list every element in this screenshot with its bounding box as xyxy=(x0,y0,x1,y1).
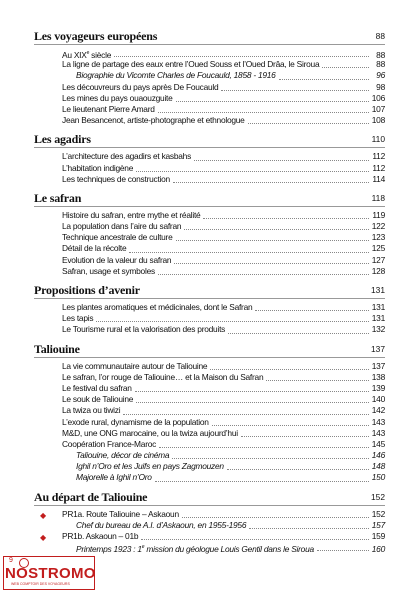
dot-leader xyxy=(279,78,369,80)
entry-title: Chef du bureau de A.I. d’Askaoun, en 1955-1956 xyxy=(76,519,247,530)
entry-title: L’architecture des agadirs et kasbahs xyxy=(62,151,192,162)
entry-page-number: 127 xyxy=(371,254,385,265)
dot-leader xyxy=(176,239,369,241)
entry-page-number: 108 xyxy=(371,115,385,126)
section-rule xyxy=(34,206,385,207)
entry-page-number: 131 xyxy=(371,302,385,312)
entry-page-number: 148 xyxy=(371,461,385,472)
section-page-number: 152 xyxy=(371,491,385,502)
toc-subentry[interactable] xyxy=(34,70,385,81)
entry-page-number: 159 xyxy=(371,531,385,541)
section-rule xyxy=(34,147,385,148)
section-title: Propositions d’avenir xyxy=(34,283,140,297)
logo-name: NOSTROMO xyxy=(5,565,96,582)
toc-entry[interactable] xyxy=(34,59,385,70)
entry-page-number: 112 xyxy=(372,151,385,162)
entry-page-number: 139 xyxy=(371,382,385,393)
toc-entry[interactable] xyxy=(34,232,385,243)
entry-title: Détail de la récolte xyxy=(62,243,127,254)
section-rule xyxy=(34,505,385,506)
toc-entry[interactable] xyxy=(34,417,385,428)
toc-entry[interactable] xyxy=(34,243,385,254)
entry-page-number: 125 xyxy=(371,243,385,254)
entry-page-number: 96 xyxy=(376,70,385,81)
entry-title: L’habitation indigène xyxy=(62,162,134,173)
entry-title: Le safran, l’or rouge de Taliouine… et la Maison du Safran xyxy=(62,371,264,382)
section-title: Les voyageurs européens xyxy=(34,29,158,43)
entry-page-number: 122 xyxy=(371,221,385,232)
entry-page-number: 150 xyxy=(371,472,385,483)
toc-entry[interactable] xyxy=(34,163,385,174)
toc-entry[interactable] xyxy=(34,302,385,313)
section-rule xyxy=(34,44,385,45)
toc-entry[interactable] xyxy=(34,531,385,542)
toc-section-heading[interactable] xyxy=(34,29,385,46)
dot-leader xyxy=(203,217,369,219)
dot-leader xyxy=(248,122,369,124)
dot-leader xyxy=(135,390,369,392)
entry-title: Evolution de la valeur du safran xyxy=(62,254,172,265)
toc-entry[interactable] xyxy=(34,115,385,126)
toc-entry[interactable] xyxy=(34,324,385,335)
table-of-contents xyxy=(34,29,385,557)
toc-entry[interactable] xyxy=(34,151,385,162)
entry-page-number: 106 xyxy=(371,92,385,103)
entry-page-number: 98 xyxy=(376,81,385,92)
toc-entry[interactable] xyxy=(34,372,385,383)
nostromo-logo[interactable] xyxy=(3,556,96,592)
entry-page-number: 152 xyxy=(371,508,385,519)
entry-title: Jean Besancenot, artiste-photographe et ethnologue xyxy=(62,115,245,126)
dot-leader xyxy=(173,181,369,183)
entry-page-number: 88 xyxy=(376,49,385,60)
section-page-number: 118 xyxy=(371,192,385,203)
entry-title: La ligne de partage des eaux entre l’Oued Souss et l’Oued Drâa, le Siroua xyxy=(62,59,320,70)
toc-section-heading[interactable] xyxy=(34,490,385,507)
section-rule xyxy=(34,357,385,358)
dot-leader xyxy=(158,273,369,275)
dot-leader xyxy=(184,228,369,230)
toc-entry[interactable] xyxy=(34,266,385,277)
toc-entry[interactable] xyxy=(34,93,385,104)
logo-number: 9 xyxy=(9,557,13,564)
entry-page-number: 114 xyxy=(372,173,385,184)
dot-leader xyxy=(176,100,369,102)
entry-title: Coopération France-Maroc xyxy=(62,438,157,449)
dot-leader xyxy=(96,320,369,322)
toc-subentry[interactable] xyxy=(34,461,385,472)
section-page-number: 131 xyxy=(371,285,385,295)
section-page-number: 137 xyxy=(371,343,385,354)
entry-page-number: 137 xyxy=(371,360,385,371)
toc-entry[interactable] xyxy=(34,439,385,450)
dot-leader xyxy=(227,468,369,470)
dot-leader xyxy=(228,332,369,334)
dot-leader xyxy=(322,66,369,68)
entry-title: Le festival du safran xyxy=(62,382,132,393)
entry-page-number: 128 xyxy=(371,265,385,276)
entry-page-number: 160 xyxy=(371,543,385,554)
toc-entry[interactable] xyxy=(34,509,385,520)
entry-title: M&D, une ONG marocaine, ou la twiza aujourd’hui xyxy=(62,427,238,438)
entry-title: Le Tourisme rural et la valorisation des produits xyxy=(62,324,226,335)
dot-leader xyxy=(123,413,369,415)
entry-page-number: 132 xyxy=(371,324,385,335)
dot-leader xyxy=(212,424,369,426)
dot-leader xyxy=(159,446,369,448)
entry-title: Les techniques de construction xyxy=(62,173,170,184)
dot-leader xyxy=(241,435,369,437)
dot-leader xyxy=(136,170,369,172)
entry-title: PR1a. Route Taliouine – Askaoun xyxy=(62,508,179,519)
toc-subentry[interactable] xyxy=(34,542,385,553)
toc-section-heading[interactable] xyxy=(34,191,385,208)
dot-leader xyxy=(210,368,369,370)
entry-title: Safran, usage et symboles xyxy=(62,265,155,276)
dot-leader xyxy=(194,159,369,161)
dot-leader xyxy=(221,89,369,91)
entry-title: Majorelle à Ighil n’Oro xyxy=(76,472,152,483)
toc-section-heading[interactable] xyxy=(34,132,385,149)
section-page-number: 110 xyxy=(371,134,385,145)
entry-title: Le lieutenant Pierre Amard xyxy=(62,103,155,114)
toc-entry[interactable] xyxy=(34,383,385,394)
toc-entry[interactable] xyxy=(34,255,385,266)
entry-page-number: 146 xyxy=(371,450,385,461)
dot-leader xyxy=(141,538,369,540)
toc-subentry[interactable] xyxy=(34,520,385,531)
entry-title: Ighil n’Oro et les Juifs en pays Zagmouzen xyxy=(76,461,224,472)
entry-page-number: 138 xyxy=(371,371,385,382)
entry-page-number: 119 xyxy=(372,209,385,220)
section-title: Taliouine xyxy=(34,341,80,356)
toc-entry[interactable] xyxy=(34,82,385,93)
entry-page-number: 140 xyxy=(371,394,385,405)
dot-leader xyxy=(249,527,369,529)
entry-title: La twiza ou tiwizi xyxy=(62,405,121,416)
entry-title: Le souk de Taliouine xyxy=(62,394,134,405)
entry-title: Biographie du Vicomte Charles de Foucauld, 1858 - 1916 xyxy=(76,70,276,81)
entry-title: Printemps 1923 : 1e mission du géologue Louis Gentil dans le Siroua xyxy=(76,543,314,554)
entry-title: L’exode rural, dynamisme de la population xyxy=(62,416,209,427)
entry-title: Les mines du pays ouaouzguite xyxy=(62,92,173,103)
toc-subentry[interactable] xyxy=(34,450,385,461)
toc-entry[interactable] xyxy=(34,394,385,405)
entry-title: Histoire du safran, entre mythe et réalité xyxy=(62,209,201,220)
section-rule xyxy=(34,298,385,299)
diamond-bullet-icon: ◆ xyxy=(40,510,46,520)
entry-title: PR1b. Askaoun – 01b xyxy=(62,531,139,541)
logo-tagline: WEB COMPTOIR DES VOYAGEURS xyxy=(11,582,70,586)
entry-title: Au XIXe siècle xyxy=(62,49,112,60)
toc-entry[interactable] xyxy=(34,428,385,439)
entry-title: Les découvreurs du pays après De Foucauld xyxy=(62,81,219,92)
entry-page-number: 123 xyxy=(371,232,385,243)
entry-title: La population dans l’aire du safran xyxy=(62,221,182,232)
dot-leader xyxy=(114,55,369,57)
toc-subentry[interactable] xyxy=(34,472,385,483)
dot-leader xyxy=(158,111,369,113)
toc-entry[interactable] xyxy=(34,313,385,324)
toc-section-heading[interactable] xyxy=(34,342,385,359)
toc-section-heading[interactable] xyxy=(34,283,385,300)
entry-title: La vie communautaire autour de Taliouine xyxy=(62,360,208,371)
entry-page-number: 107 xyxy=(371,103,385,114)
entry-title: Les plantes aromatiques et médicinales, dont le Safran xyxy=(62,302,253,312)
dot-leader xyxy=(182,516,369,518)
section-title: Les agadirs xyxy=(34,132,91,147)
entry-page-number: 88 xyxy=(376,59,385,70)
entry-page-number: 112 xyxy=(372,162,385,173)
toc-entry[interactable] xyxy=(34,210,385,221)
section-title: Le safran xyxy=(34,190,82,205)
entry-page-number: 143 xyxy=(371,427,385,438)
entry-page-number: 145 xyxy=(371,438,385,449)
toc-entry[interactable] xyxy=(34,174,385,185)
dot-leader xyxy=(172,457,369,459)
entry-page-number: 142 xyxy=(371,405,385,416)
diamond-bullet-icon: ◆ xyxy=(40,533,46,542)
entry-page-number: 143 xyxy=(371,416,385,427)
section-page-number: 88 xyxy=(375,31,385,41)
dot-leader xyxy=(266,379,369,381)
entry-title: Les tapis xyxy=(62,313,94,324)
entry-title: Taliouine, décor de cinéma xyxy=(76,450,170,461)
section-title: Au départ de Taliouine xyxy=(34,489,148,504)
toc-entry[interactable] xyxy=(34,104,385,115)
dot-leader xyxy=(255,309,369,311)
toc-entry[interactable] xyxy=(34,221,385,232)
entry-page-number: 157 xyxy=(371,519,385,530)
dot-leader xyxy=(174,262,369,264)
entry-title: Technique ancestrale de culture xyxy=(62,232,173,243)
toc-entry[interactable] xyxy=(34,405,385,416)
dot-leader xyxy=(155,480,369,482)
dot-leader xyxy=(317,549,369,551)
toc-entry[interactable] xyxy=(34,48,385,59)
toc-entry[interactable] xyxy=(34,361,385,372)
dot-leader xyxy=(129,251,369,253)
dot-leader xyxy=(136,401,369,403)
entry-page-number: 131 xyxy=(371,313,385,324)
